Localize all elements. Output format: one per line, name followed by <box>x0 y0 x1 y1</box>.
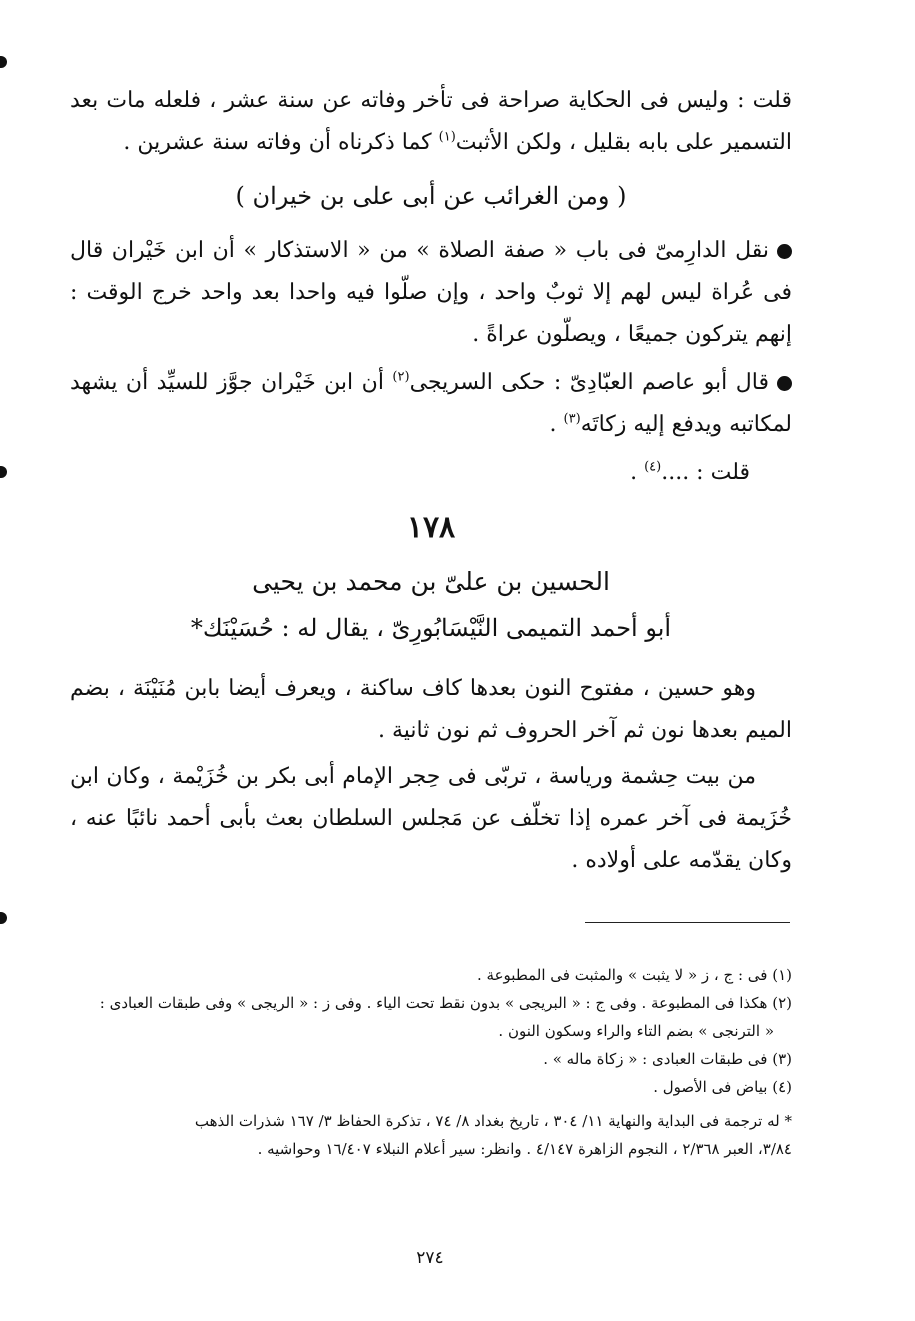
body-paragraph: وهو حسين ، مفتوح النون بعدها كاف ساكنة ، ويعرف أيضا بابن مُنَيْنَة ، بضم الميم بعدها نون ثم آخر الحروف ثم نون ثانية . <box>70 676 792 743</box>
bullet-text: نقل الدارِمىّ فى باب « صفة الصلاة » من « الاستذكار » أن ابن خَيْران قال فى عُراة ليس لهم إلا ثوبٌ واحد ، وإن صلّوا فيه واحدا بعد واحد خرج الوقت : إنهم يتركون جميعًا ، ويصلّون عراةً . <box>70 238 792 347</box>
footnote: (٣) فى طبقات العبادى : « زكاة ماله » . <box>543 1050 792 1068</box>
note-text: . <box>630 460 645 485</box>
footnote: ٣/٨٤، العبر ٢/٣٦٨ ، النجوم الزاهرة ٤/١٤٧ . وانظر: سير أعلام النبلاء ١٦/٤٠٧ وحواشيه . <box>257 1140 792 1158</box>
bullet-item <box>70 230 792 356</box>
paragraph-text: قلت : وليس فى الحكاية صراحة فى تأخر وفاته عن سنة عشر ، فلعله مات بعد التسمير على بابه بقليل ، ولكن الأثبت <box>70 88 792 155</box>
footnote-marker: (٢) <box>392 369 410 385</box>
footnote-marker: (٤) <box>644 459 662 475</box>
margin-mark <box>0 466 7 478</box>
bullet-item <box>70 362 792 446</box>
entry-name: الحسين بن علىّ بن محمد بن يحيى <box>252 567 610 596</box>
bullet-text: . <box>549 412 564 437</box>
note-line <box>70 452 792 494</box>
footnote-marker: (٣) <box>563 411 581 427</box>
page-number: ٢٧٤ <box>416 1248 444 1268</box>
section-heading: ( ومن الغرائب عن أبى على بن خيران ) <box>235 182 627 210</box>
paragraph-text: كما ذكرناه أن وفاته سنة عشرين . <box>123 130 439 155</box>
bullet-icon <box>777 244 792 259</box>
entry-kunya: أبو أحمد التميمى النَّيْسَابُورِىّ ، يقال له : حُسَيْنَك* <box>190 614 672 642</box>
entry-number: ١٧٨ <box>406 510 456 545</box>
footnote-divider <box>585 922 790 923</box>
bullet-text: قال أبو عاصم العبّادِىّ : حكى السريجى <box>409 370 769 395</box>
bullet-icon <box>777 376 792 391</box>
paragraph-intro <box>70 80 792 164</box>
margin-mark <box>0 912 7 924</box>
note-text: قلت : .... <box>661 460 750 485</box>
bullet-text: أن ابن خَيْران جوَّز للسيِّد أن يشهد لمكاتبه ويدفع إليه زكاتَه <box>70 370 792 437</box>
footnote: * له ترجمة فى البداية والنهاية ١١/ ٣٠٤ ، تاريخ بغداد ٨/ ٧٤ ، تذكرة الحفاظ ٣/ ١٦٧ شذرات الذهب <box>194 1112 792 1130</box>
footnote: « الترنجى » بضم التاء والراء وسكون النون . <box>498 1022 774 1040</box>
body-paragraph: من بيت حِشمة ورياسة ، تربّى فى حِجر الإمام أبى بكر بن خُزَيْمة ، وكان ابن خُزَيمة فى آخر عمره إذا تخلّف عن مَجلس السلطان بعث بأبى أحمد نائبًا عنه ، وكان يقدّمه على أولاده . <box>70 764 792 873</box>
footnote: (١) فى : ج ، ز « لا يثبت » والمثبت فى المطبوعة . <box>477 966 792 984</box>
footnote-marker: (١) <box>438 129 456 145</box>
margin-mark <box>0 56 7 68</box>
footnote: (٤) بياض فى الأصول . <box>653 1078 792 1096</box>
footnote: (٢) هكذا فى المطبوعة . وفى ج : « البريجى » بدون نقط تحت الياء . وفى ز : « الريجى » وفى طبقات العبادى : <box>99 994 792 1012</box>
